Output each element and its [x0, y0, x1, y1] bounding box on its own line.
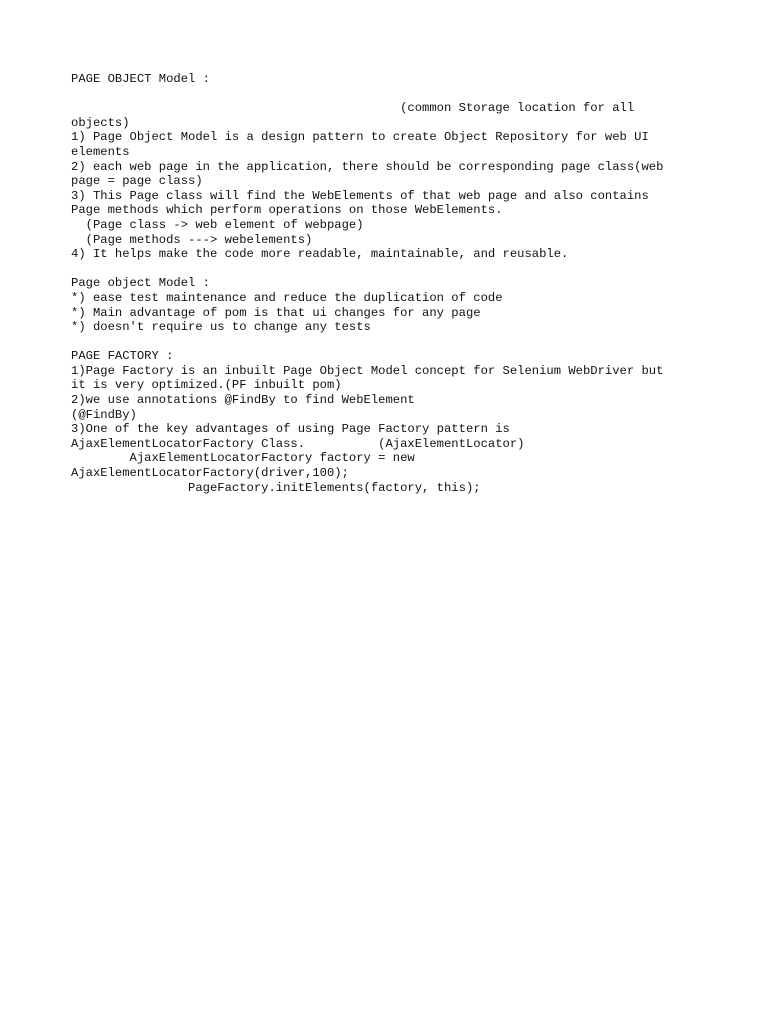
- text-line: 1)Page Factory is an inbuilt Page Object Model concept for Selenium WebDriver but: [71, 363, 664, 378]
- blank-line: [71, 87, 711, 102]
- text-line: page = page class): [71, 174, 203, 189]
- code-line: AjaxElementLocatorFactory(driver,100);: [71, 466, 349, 481]
- text-line: 2) each web page in the application, there should be corresponding page class(web: [71, 159, 664, 174]
- section-heading-pom: PAGE OBJECT Model :: [71, 72, 210, 86]
- note-line: objects): [71, 115, 130, 130]
- bullet-line: *) doesn't require us to change any tests: [71, 320, 371, 335]
- text-line: 2)we use annotations @FindBy to find WebElement: [71, 393, 415, 408]
- text-line: AjaxElementLocatorFactory Class. (AjaxElementLocator): [71, 436, 525, 451]
- bullet-line: *) Main advantage of pom is that ui changes for any page: [71, 305, 481, 320]
- text-line: it is very optimized.(PF inbuilt pom): [71, 378, 342, 393]
- text-line: (Page class -> web element of webpage): [71, 217, 364, 232]
- note-line: (common Storage location for all: [71, 101, 635, 116]
- text-line: (@FindBy): [71, 407, 137, 422]
- blank-line: [71, 335, 711, 350]
- text-line: (Page methods ---> webelements): [71, 232, 313, 247]
- bullet-line: *) ease test maintenance and reduce the duplication of code: [71, 290, 503, 305]
- section-heading-factory: PAGE FACTORY :: [71, 349, 174, 364]
- code-line: PageFactory.initElements(factory, this);: [71, 480, 481, 495]
- code-line: AjaxElementLocatorFactory factory = new: [71, 451, 415, 466]
- text-line: elements: [71, 144, 130, 159]
- text-line: 1) Page Object Model is a design pattern to create Object Repository for web UI: [71, 130, 649, 145]
- text-line: 3)One of the key advantages of using Page Factory pattern is: [71, 422, 510, 437]
- text-line: 4) It helps make the code more readable, maintainable, and reusable.: [71, 247, 569, 262]
- section-heading-advantages: Page object Model :: [71, 276, 210, 291]
- document-body: [71, 72, 711, 495]
- text-line: 3) This Page class will find the WebElements of that web page and also contains: [71, 188, 649, 203]
- blank-line: [71, 262, 711, 277]
- text-line: Page methods which perform operations on those WebElements.: [71, 203, 503, 218]
